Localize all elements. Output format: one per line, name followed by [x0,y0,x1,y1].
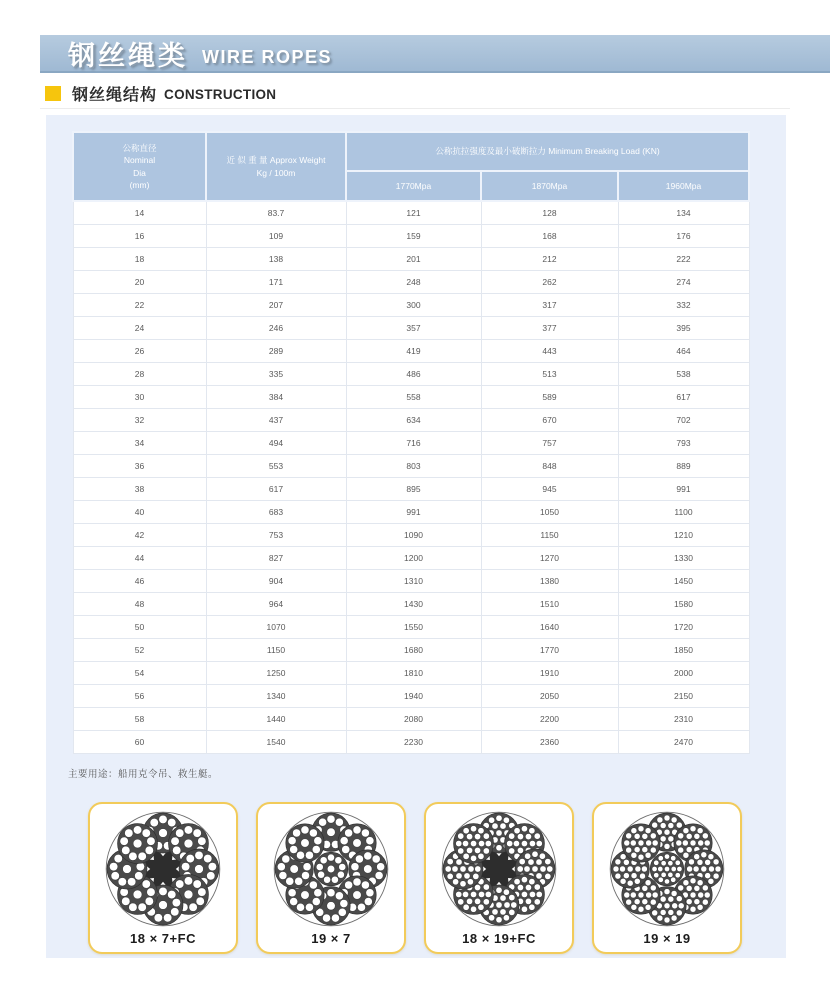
banner-title-zh: 钢丝绳类 [68,40,188,71]
table-cell: 274 [618,271,749,294]
table-cell: 702 [618,409,749,432]
col-header-grade-1870: 1870Mpa [481,171,618,201]
table-cell: 991 [346,501,481,524]
table-cell: 757 [481,432,618,455]
table-cell: 22 [73,294,206,317]
table-cell: 52 [73,639,206,662]
table-row [73,225,749,248]
table-cell: 222 [618,248,749,271]
table-cell: 56 [73,685,206,708]
rope-construction-label: 18 × 7+FC [130,931,196,946]
table-row [73,271,749,294]
table-cell: 44 [73,547,206,570]
table-cell: 558 [346,386,481,409]
table-cell: 486 [346,363,481,386]
col-header-grade-1770: 1770Mpa [346,171,481,201]
table-cell: 128 [481,201,618,225]
table-cell: 793 [618,432,749,455]
table-cell: 36 [73,455,206,478]
table-cell: 2080 [346,708,481,731]
table-cell: 1450 [618,570,749,593]
table-cell: 1210 [618,524,749,547]
table-cell: 83.7 [206,201,346,225]
table-cell: 1340 [206,685,346,708]
table-cell: 262 [481,271,618,294]
table-cell: 207 [206,294,346,317]
page-banner [40,35,830,73]
table-cell: 60 [73,731,206,754]
col-header-weight [206,132,346,201]
table-cell: 159 [346,225,481,248]
table-row [73,432,749,455]
rope-cross-section-diagram [271,809,391,929]
table-cell: 134 [618,201,749,225]
header-line: Dia [133,167,146,178]
table-cell: 634 [346,409,481,432]
table-cell: 1580 [618,593,749,616]
table-cell: 168 [481,225,618,248]
table-cell: 1270 [481,547,618,570]
table-cell: 1810 [346,662,481,685]
table-cell: 1510 [481,593,618,616]
table-cell: 171 [206,271,346,294]
section-heading [45,82,276,105]
table-cell: 889 [618,455,749,478]
table-row [73,570,749,593]
table-cell: 589 [481,386,618,409]
table-row [73,386,749,409]
table-cell: 2150 [618,685,749,708]
table-cell: 2000 [618,662,749,685]
table-cell: 138 [206,248,346,271]
header-line: (mm) [129,179,150,190]
table-row [73,524,749,547]
table-cell: 753 [206,524,346,547]
table-cell: 109 [206,225,346,248]
table-cell: 357 [346,317,481,340]
table-cell: 38 [73,478,206,501]
header-line: Nominal [123,155,156,166]
table-cell: 26 [73,340,206,363]
table-row [73,662,749,685]
table-row [73,409,749,432]
table-cell: 335 [206,363,346,386]
table-cell: 1150 [481,524,618,547]
table-row [73,501,749,524]
table-cell: 1150 [206,639,346,662]
table-cell: 332 [618,294,749,317]
table-row [73,455,749,478]
table-row [73,593,749,616]
usage-note: 主要用途：船用克令吊、救生艇。 [68,769,219,780]
table-cell: 34 [73,432,206,455]
rope-construction-label: 18 × 19+FC [462,931,536,946]
table-cell: 1680 [346,639,481,662]
table-cell: 1850 [618,639,749,662]
table-cell: 1910 [481,662,618,685]
table-cell: 494 [206,432,346,455]
table-cell: 121 [346,201,481,225]
spec-table-head [73,132,749,201]
table-row [73,708,749,731]
table-cell: 14 [73,201,206,225]
spec-table-body [73,201,749,754]
table-cell: 964 [206,593,346,616]
table-cell: 2470 [618,731,749,754]
table-row [73,685,749,708]
table-row [73,201,749,225]
table-cell: 848 [481,455,618,478]
content-panel [46,115,786,958]
table-cell: 1380 [481,570,618,593]
rope-card [256,802,406,954]
table-row [73,616,749,639]
rope-construction-label: 19 × 7 [311,931,351,946]
table-cell: 464 [618,340,749,363]
rope-card [424,802,574,954]
table-cell: 419 [346,340,481,363]
rope-cross-section-diagram [103,809,223,929]
table-cell: 683 [206,501,346,524]
table-cell: 513 [481,363,618,386]
table-cell: 895 [346,478,481,501]
table-row [73,363,749,386]
table-cell: 991 [618,478,749,501]
table-cell: 2050 [481,685,618,708]
table-cell: 1770 [481,639,618,662]
table-cell: 384 [206,386,346,409]
table-cell: 176 [618,225,749,248]
table-cell: 300 [346,294,481,317]
table-cell: 1100 [618,501,749,524]
table-cell: 1940 [346,685,481,708]
table-cell: 18 [73,248,206,271]
table-row [73,317,749,340]
table-cell: 395 [618,317,749,340]
col-header-grade-1960: 1960Mpa [618,171,749,201]
table-cell: 54 [73,662,206,685]
table-cell: 670 [481,409,618,432]
table-cell: 20 [73,271,206,294]
table-cell: 2360 [481,731,618,754]
table-cell: 32 [73,409,206,432]
rope-card [592,802,742,954]
table-cell: 945 [481,478,618,501]
table-cell: 827 [206,547,346,570]
table-cell: 1310 [346,570,481,593]
table-cell: 1550 [346,616,481,639]
section-title-en: CONSTRUCTION [164,87,277,102]
table-cell: 16 [73,225,206,248]
header-line: 公称直径 [122,142,157,153]
table-cell: 1250 [206,662,346,685]
col-header-breaking-load: 公称抗拉强度及最小破断拉力 Minimum Breaking Load (KN) [346,132,749,171]
table-cell: 28 [73,363,206,386]
table-row [73,248,749,271]
table-cell: 803 [346,455,481,478]
table-row [73,478,749,501]
table-cell: 246 [206,317,346,340]
table-cell: 40 [73,501,206,524]
table-cell: 553 [206,455,346,478]
table-cell: 2200 [481,708,618,731]
table-row [73,639,749,662]
table-cell: 1090 [346,524,481,547]
table-cell: 50 [73,616,206,639]
table-cell: 317 [481,294,618,317]
col-header-diameter [73,132,206,201]
table-cell: 1200 [346,547,481,570]
spec-table [72,131,750,754]
table-cell: 1720 [618,616,749,639]
table-cell: 212 [481,248,618,271]
table-cell: 2310 [618,708,749,731]
table-cell: 2230 [346,731,481,754]
table-cell: 1430 [346,593,481,616]
rope-construction-label: 19 × 19 [643,931,691,946]
table-cell: 1330 [618,547,749,570]
table-row [73,340,749,363]
table-cell: 1070 [206,616,346,639]
table-cell: 248 [346,271,481,294]
table-cell: 58 [73,708,206,731]
table-cell: 42 [73,524,206,547]
table-cell: 1440 [206,708,346,731]
table-cell: 437 [206,409,346,432]
table-cell: 289 [206,340,346,363]
rope-cross-section-diagram [439,809,559,929]
rope-card [88,802,238,954]
section-title-zh: 钢丝绳结构 [72,87,158,104]
table-row [73,731,749,754]
table-cell: 1640 [481,616,618,639]
table-cell: 201 [346,248,481,271]
yellow-bullet-icon [45,86,61,101]
table-cell: 538 [618,363,749,386]
table-cell: 617 [618,386,749,409]
rope-cross-section-diagram [607,809,727,929]
table-cell: 1540 [206,731,346,754]
table-cell: 443 [481,340,618,363]
table-cell: 1050 [481,501,618,524]
table-cell: 904 [206,570,346,593]
heading-divider [40,108,790,109]
table-row [73,294,749,317]
table-cell: 48 [73,593,206,616]
table-cell: 30 [73,386,206,409]
header-line: Kg / 100m [256,167,296,178]
rope-diagrams [88,802,742,954]
table-cell: 617 [206,478,346,501]
table-cell: 46 [73,570,206,593]
header-line: 近 似 重 量 Approx Weight [226,155,326,166]
table-row [73,547,749,570]
table-cell: 716 [346,432,481,455]
table-cell: 377 [481,317,618,340]
table-cell: 24 [73,317,206,340]
banner-title-en: WIRE ROPES [202,46,333,67]
